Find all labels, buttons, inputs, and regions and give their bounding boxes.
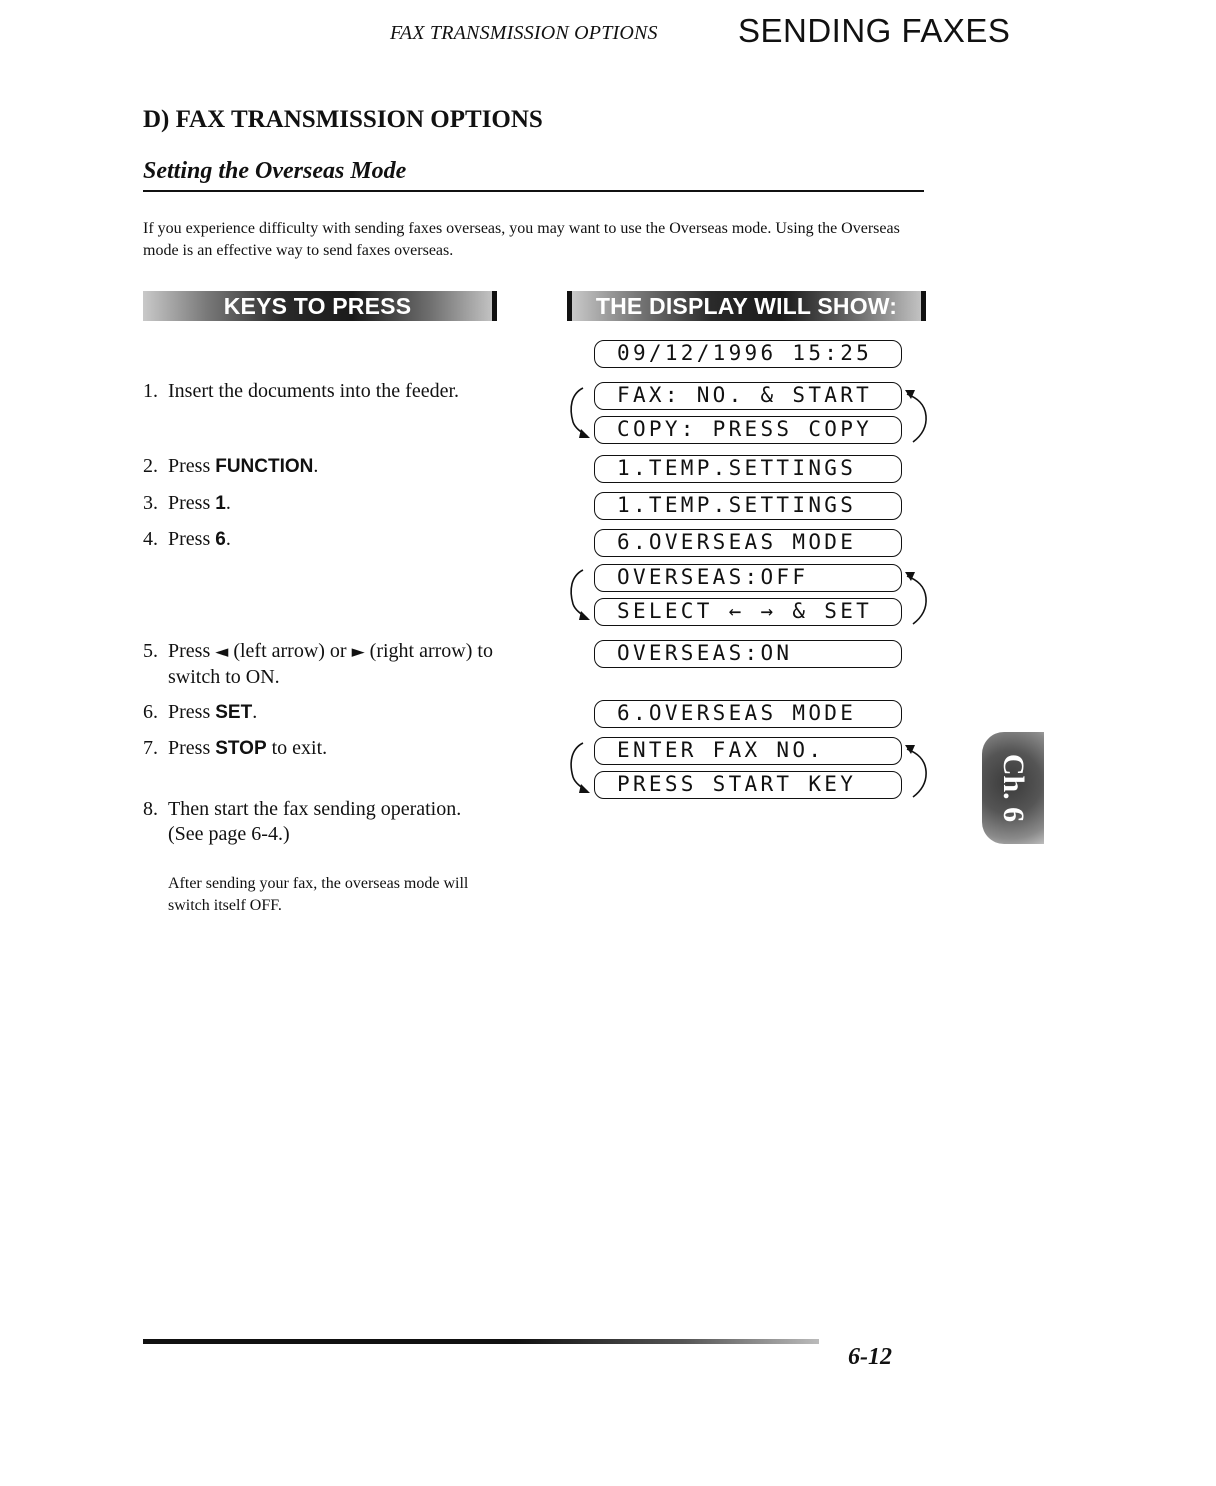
step-text-end: . bbox=[225, 528, 231, 550]
stop-key-label: STOP bbox=[215, 738, 267, 759]
footer-rule bbox=[143, 1339, 819, 1344]
lcd-display-temp-settings: 1.TEMP.SETTINGS bbox=[594, 455, 902, 483]
step-text-end: . bbox=[313, 455, 319, 477]
step-6 bbox=[143, 700, 503, 725]
step-8 bbox=[143, 797, 499, 847]
step-1 bbox=[143, 379, 503, 404]
step-text: Press bbox=[168, 640, 216, 662]
lcd-display-fax-start: FAX: NO. & START bbox=[594, 382, 902, 410]
section-title: D) FAX TRANSMISSION OPTIONS bbox=[143, 106, 543, 133]
step-text: Press bbox=[168, 701, 216, 723]
lcd-display-overseas-mode: 6.OVERSEAS MODE bbox=[594, 529, 902, 557]
alternate-right-arrow-icon bbox=[903, 739, 933, 803]
step-number: 1. bbox=[143, 380, 158, 402]
step-number: 3. bbox=[143, 492, 158, 514]
lcd-display-enter-fax-no: ENTER FAX NO. bbox=[594, 737, 902, 765]
step-text-end: . bbox=[225, 492, 231, 514]
step-number: 6. bbox=[143, 701, 158, 723]
step-number: 2. bbox=[143, 455, 158, 477]
key-6-label: 6 bbox=[215, 529, 226, 550]
step-3 bbox=[143, 491, 503, 516]
lcd-display-overseas-mode-2: 6.OVERSEAS MODE bbox=[594, 700, 902, 728]
step-text: Press bbox=[168, 528, 216, 550]
step-number: 7. bbox=[143, 737, 158, 759]
lcd-display-select-set: SELECT ← → & SET bbox=[594, 598, 902, 626]
after-sending-note: After sending your fax, the overseas mode will switch itself OFF. bbox=[168, 875, 469, 914]
left-arrow-icon: ◄ bbox=[215, 642, 229, 662]
step-5 bbox=[143, 639, 503, 690]
alternate-left-arrow-icon bbox=[563, 739, 593, 803]
subsection-title: Setting the Overseas Mode bbox=[143, 158, 407, 184]
display-will-show-header: THE DISPLAY WILL SHOW: bbox=[567, 291, 926, 321]
page-number: 6-12 bbox=[848, 1344, 892, 1370]
step-2 bbox=[143, 454, 503, 479]
alternate-left-arrow-icon bbox=[563, 384, 593, 448]
step-text-mid: (left arrow) or bbox=[228, 640, 352, 662]
chapter-tab-label: Ch. 6 bbox=[997, 753, 1030, 823]
running-header-subtitle: FAX TRANSMISSION OPTIONS bbox=[390, 22, 658, 44]
step-number: 4. bbox=[143, 528, 158, 550]
intro-paragraph: If you experience difficulty with sending faxes overseas, you may want to use the Overseas mode. Using the Overseas mode is an effective way to send faxes overseas. bbox=[143, 220, 900, 259]
step-number: 5. bbox=[143, 640, 158, 662]
lcd-display-copy: COPY: PRESS COPY bbox=[594, 416, 902, 444]
step-text: Press bbox=[168, 737, 216, 759]
alternate-left-arrow-icon bbox=[563, 566, 593, 630]
lcd-display-overseas-off: OVERSEAS:OFF bbox=[594, 564, 902, 592]
step-text-end: to exit. bbox=[266, 737, 328, 759]
chapter-tab bbox=[982, 732, 1044, 844]
function-key-label: FUNCTION bbox=[215, 456, 314, 477]
lcd-display-overseas-on: OVERSEAS:ON bbox=[594, 640, 902, 668]
step-text-end: . bbox=[252, 701, 258, 723]
set-key-label: SET bbox=[215, 702, 253, 723]
running-header-title: SENDING FAXES bbox=[738, 12, 1011, 49]
key-1-label: 1 bbox=[215, 493, 226, 514]
step-7 bbox=[143, 736, 503, 761]
right-arrow-icon: ► bbox=[351, 642, 365, 662]
lcd-display-temp-settings-2: 1.TEMP.SETTINGS bbox=[594, 492, 902, 520]
step-text-end: (right arrow) to switch to ON. bbox=[168, 640, 493, 688]
step-number: 8. bbox=[143, 798, 158, 820]
lcd-display-datetime: 09/12/1996 15:25 bbox=[594, 340, 902, 368]
keys-to-press-header: KEYS TO PRESS bbox=[143, 291, 497, 321]
step-text: Press bbox=[168, 492, 216, 514]
subsection-rule bbox=[143, 190, 924, 192]
step-text: Then start the fax sending operation. (See page 6-4.) bbox=[168, 798, 462, 845]
alternate-right-arrow-icon bbox=[903, 384, 933, 448]
alternate-right-arrow-icon bbox=[903, 566, 933, 630]
lcd-display-press-start: PRESS START KEY bbox=[594, 771, 902, 799]
step-text: Press bbox=[168, 455, 216, 477]
step-text: Insert the documents into the feeder. bbox=[168, 380, 460, 402]
step-4 bbox=[143, 527, 503, 552]
